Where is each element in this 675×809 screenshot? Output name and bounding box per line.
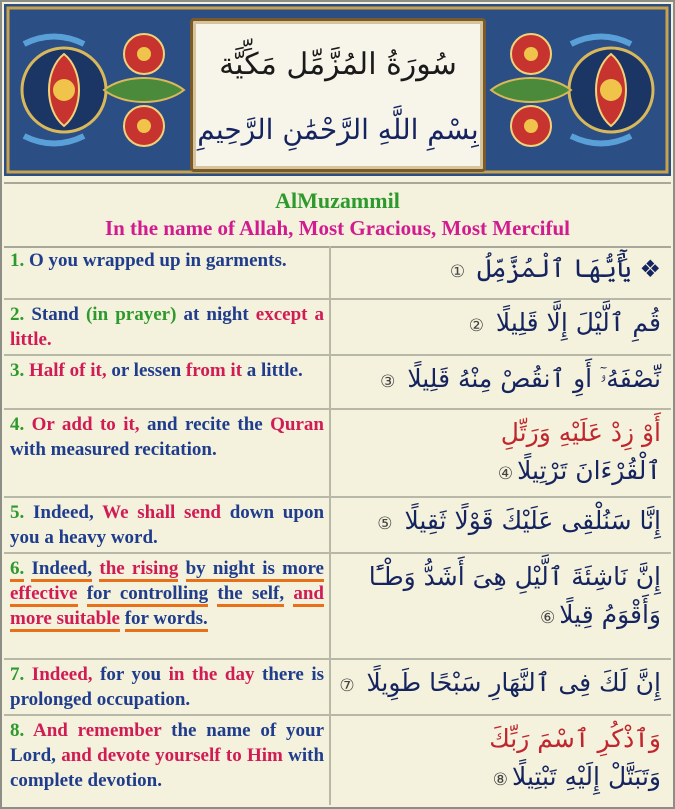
translation-text: We shall send: [102, 502, 221, 523]
translation-text: the rising: [99, 558, 178, 582]
verse-row-5: [4, 498, 671, 554]
translation-text: (in prayer): [85, 304, 177, 325]
translation-text: by night is more: [186, 558, 324, 582]
arabic-text: وَتَبَتَّلْ إِلَيْهِ تَبْتِيلًا: [512, 762, 661, 791]
arabic-text: وَأَقْوَمُ قِيلًا: [559, 600, 661, 629]
translation-text: for words.: [125, 608, 208, 632]
arabic-text: إِنَّا سَنُلْقِى عَلَيْكَ قَوْلًا ثَقِيلًا: [404, 506, 661, 535]
ayah-marker-icon: ②: [468, 316, 484, 336]
verse-number: 7.: [10, 664, 25, 685]
translation-text: for you: [100, 664, 162, 685]
translation-text: Or add to it,: [31, 414, 140, 435]
verse-translation: [10, 358, 324, 383]
verse-number: 5.: [10, 502, 25, 523]
ayah-marker-icon: ⑦: [339, 676, 355, 696]
basmala-arabic: بِسْمِ اللَّهِ الرَّحْمَٰنِ الرَّحِيمِ: [197, 113, 479, 146]
verse-arabic: [339, 414, 661, 493]
translation-text: effective: [10, 583, 78, 607]
translation-text: and recite the: [146, 414, 263, 435]
arabic-text: أَوْ زِدْ عَلَيْهِ وَرَتِّلِ: [500, 418, 661, 447]
verse-translation: [10, 718, 324, 793]
verse-row-8: [4, 716, 671, 805]
arabic-text: وَٱذْكُرِ ٱسْمَ رَبِّكَ: [489, 724, 661, 753]
verse-arabic: [339, 664, 661, 705]
verse-row-3: [4, 356, 671, 410]
translation-text: And remember: [33, 720, 162, 741]
translation-text: from it: [185, 360, 243, 381]
verse-row-4: [4, 410, 671, 498]
surah-header-ornament: [4, 4, 671, 176]
verse-row-7: [4, 660, 671, 716]
translation-text: to Him: [225, 745, 283, 766]
arabic-text: إِنَّ نَاشِئَةَ ٱلَّيْلِ هِىَ أَشَدُّ وَطْـًٔا: [368, 562, 661, 591]
verse-arabic: [339, 502, 661, 543]
ayah-marker-icon: ⑧: [492, 770, 509, 790]
translation-text: with measured recitation.: [10, 439, 217, 460]
translation-text: with complete devotion.: [10, 745, 325, 791]
verse-number: 6.: [10, 558, 24, 582]
ayah-marker-icon: ①: [449, 262, 466, 282]
translation-text: Stand: [31, 304, 79, 325]
translation-text: at night: [183, 304, 249, 325]
verse-translation: [10, 302, 324, 352]
column-divider: [329, 716, 331, 805]
verse-number: 4.: [10, 414, 25, 435]
translation-text: in the day: [168, 664, 255, 685]
column-divider: [329, 356, 331, 408]
translation-text: a little.: [246, 360, 303, 381]
translation-text: the name of your Lord,: [10, 720, 325, 766]
verse-number: 2.: [10, 304, 25, 325]
translation-text: for controlling: [87, 583, 208, 607]
verse-arabic: [339, 360, 661, 401]
verse-number: 3.: [10, 360, 25, 381]
translation-text: O you wrapped up in garments.: [29, 250, 287, 271]
verse-translation: [10, 248, 324, 273]
translation-text: Quran: [270, 414, 324, 435]
ayah-marker-icon: ④: [497, 464, 514, 484]
column-divider: [329, 246, 331, 298]
verse-arabic: [339, 558, 661, 637]
column-divider: [329, 554, 331, 658]
column-divider: [329, 410, 331, 496]
arabic-text: ٱلْقُرْءَانَ تَرْتِيلًا: [517, 456, 661, 485]
verse-arabic: [339, 250, 661, 291]
verse-translation: [10, 556, 324, 631]
verse-translation: [10, 412, 324, 462]
arabic-text: قُمِ ٱلَّيْلَ إِلَّا قَلِيلًا: [495, 308, 661, 337]
column-divider: [329, 498, 331, 552]
header-cartouche: [190, 18, 486, 172]
verse-arabic: [339, 304, 661, 345]
verse-arabic: [339, 720, 661, 799]
column-divider: [329, 300, 331, 354]
verse-row-2: [4, 300, 671, 356]
arabic-text: نِّصْفَهُۥٓ أَوِ ٱنقُصْ مِنْهُ قَلِيلًا: [407, 364, 661, 393]
basmala-english: In the name of Allah, Most Gracious, Most Merciful: [104, 216, 571, 240]
translation-text: and devote yourself: [61, 745, 221, 766]
translation-text: down upon you a heavy word.: [10, 502, 325, 548]
verse-row-1: [4, 246, 671, 300]
translation-text: Indeed,: [31, 664, 93, 685]
ayah-marker-icon: ⑤: [377, 514, 393, 534]
ayah-marker-icon: ⑥: [540, 608, 556, 628]
verse-row-6: [4, 554, 671, 660]
translation-text: the self,: [217, 583, 284, 607]
translation-text: Indeed,: [31, 558, 92, 582]
surah-title-arabic: سُورَةُ المُزَّمِّل مَكِّيَّة: [219, 47, 457, 82]
translation-text: and more suitable: [10, 583, 324, 632]
translation-text: except a little.: [10, 304, 325, 350]
verse-number: 1.: [10, 250, 25, 271]
surah-name-english: AlMuzammil: [275, 188, 400, 213]
surah-title-band: [4, 182, 671, 248]
translation-text: Half of it,: [29, 360, 107, 381]
verse-translation: [10, 662, 324, 712]
translation-text: or lessen: [111, 360, 182, 381]
verse-number: 8.: [10, 720, 25, 741]
arabic-text: يَٰٓأَيُّهَا ٱلْمُزَّمِّلُ: [477, 254, 632, 283]
verse-translation: [10, 500, 324, 550]
translation-text: there is prolonged occupation.: [10, 664, 325, 710]
flower-icon: ❖: [639, 255, 661, 283]
arabic-text: إِنَّ لَكَ فِى ٱلنَّهَارِ سَبْحًا طَوِيلًا: [366, 668, 661, 697]
translation-text: Indeed,: [33, 502, 94, 523]
ayah-marker-icon: ③: [380, 372, 396, 392]
column-divider: [329, 660, 331, 714]
